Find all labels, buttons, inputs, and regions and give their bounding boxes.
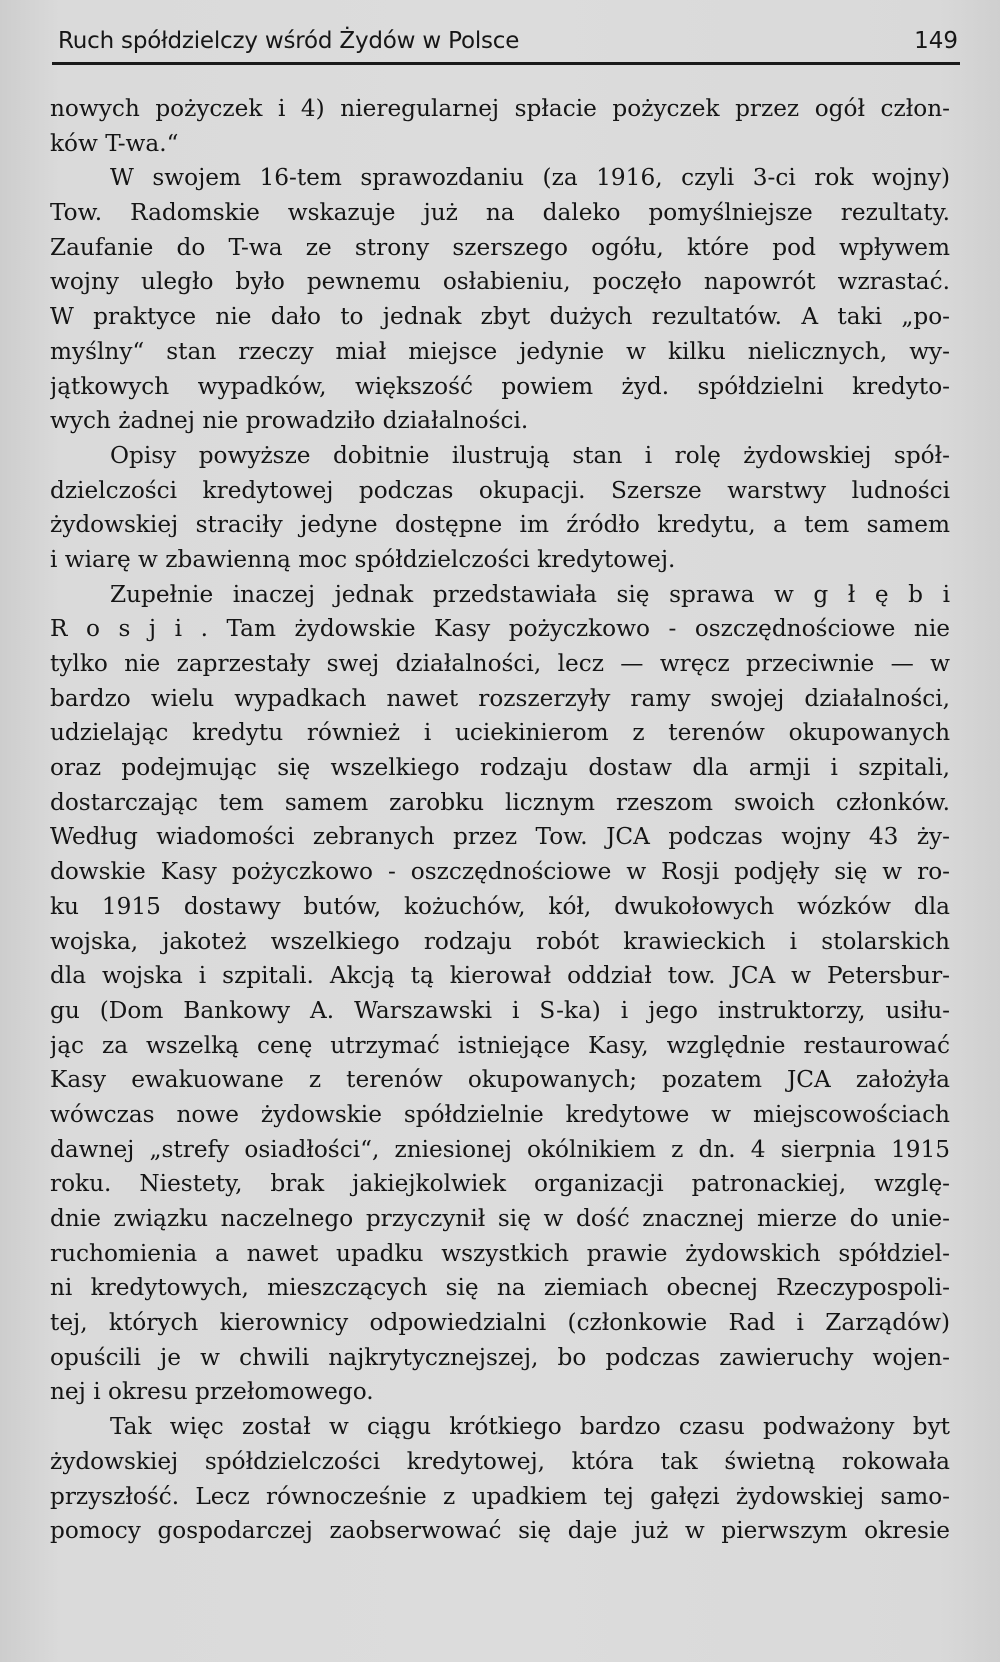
text-line: przyszłość. Lecz równocześnie z upadkiem tej gałęzi żydowskiej samo-	[50, 1482, 950, 1510]
text-line: dla wojska i szpitali. Akcją tą kierował oddział tow. JCA w Petersbur-	[50, 962, 950, 990]
page-header	[58, 26, 958, 62]
text-line: jąc za wszelką cenę utrzymać istniejące Kasy, względnie restaurować	[50, 1031, 950, 1059]
text-line: W praktyce nie dało to jednak zbyt dużych rezultatów. A taki „po-	[50, 303, 950, 331]
text-line: dostarczając tem samem zarobku licznym rzeszom swoich członków.	[50, 788, 950, 816]
text-line: opuścili je w chwili najkrytycznejszej, bo podczas zawieruchy wojen-	[50, 1343, 950, 1371]
text-line: jątkowych wypadków, większość powiem żyd. spółdzielni kredyto-	[50, 372, 950, 400]
text-line: nej i okresu przełomowego.	[50, 1378, 374, 1406]
text-line: dawnej „strefy osiadłości“, zniesionej okólnikiem z dn. 4 sierpnia 1915	[50, 1135, 950, 1163]
text-line: nowych pożyczek i 4) nieregularnej spłacie pożyczek przez ogół człon-	[50, 95, 950, 122]
text-line: oraz podejmując się wszelkiego rodzaju dostaw dla armji i szpitali,	[50, 754, 950, 782]
text-line: wojny uległo było pewnemu osłabieniu, poczęło napowrót wzrastać.	[50, 268, 950, 296]
text-line: żydowskiej straciły jedyne dostępne im źródło kredytu, a tem samem	[50, 511, 950, 539]
text-line: wych żadnej nie prowadziło działalności.	[50, 407, 529, 435]
text-line: Według wiadomości zebranych przez Tow. JCA podczas wojny 43 ży-	[50, 823, 950, 851]
text-line: bardzo wielu wypadkach nawet rozszerzyły ramy swojej działalności,	[50, 684, 950, 712]
text-line: ku 1915 dostawy butów, kożuchów, kół, dwukołowych wózków dla	[50, 892, 950, 920]
text-line: żydowskiej spółdzielczości kredytowej, która tak świetną rokowała	[50, 1447, 950, 1475]
text-line: i wiarę w zbawienną moc spółdzielczości kredytowej.	[50, 545, 676, 573]
paragraph-start-line: Zupełnie inaczej jednak przedstawiała się sprawa w g ł ę b i	[110, 580, 950, 608]
paragraph-start-line: W swojem 16-tem sprawozdaniu (za 1916, czyli 3-ci rok wojny)	[110, 164, 950, 192]
text-line: tej, których kierownicy odpowiedzialni (członkowie Rad i Zarządów)	[50, 1309, 950, 1337]
text-line: dzielczości kredytowej podczas okupacji. Szersze warstwy ludności	[50, 476, 950, 504]
text-line: R o s j i . Tam żydowskie Kasy pożyczkowo - oszczędnościowe nie	[50, 615, 950, 643]
text-line: gu (Dom Bankowy A. Warszawski i S-ka) i jego instruktorzy, usiłu-	[50, 996, 950, 1024]
text-line: tylko nie zaprzestały swej działalności, lecz — wręcz przeciwnie — w	[50, 650, 950, 677]
header-rule	[52, 62, 960, 65]
text-line: dowskie Kasy pożyczkowo - oszczędnościowe w Rosji podjęły się w ro-	[50, 858, 950, 886]
text-line: Kasy ewakuowane z terenów okupowanych; pozatem JCA założyła	[50, 1066, 950, 1094]
text-line: wówczas nowe żydowskie spółdzielnie kredytowe w miejscowościach	[50, 1100, 950, 1128]
text-line: dnie związku naczelnego przyczynił się w dość znacznej mierze do unie-	[50, 1205, 950, 1232]
page-number: 149	[914, 28, 958, 54]
text-line: ni kredytowych, mieszczących się na ziemiach obecnej Rzeczypospoli-	[50, 1274, 950, 1302]
paragraph-start-line: Tak więc został w ciągu krótkiego bardzo czasu podważony byt	[110, 1413, 950, 1441]
text-line: ruchomienia a nawet upadku wszystkich prawie żydowskich spółdziel-	[50, 1239, 950, 1267]
body-text	[50, 92, 950, 1549]
text-line: pomocy gospodarczej zaobserwować się daje już w pierwszym okresie	[50, 1517, 950, 1545]
paragraph-start-line: Opisy powyższe dobitnie ilustrują stan i rolę żydowskiej spół-	[110, 441, 950, 469]
text-line: udzielając kredytu również i uciekinierom z terenów okupowanych	[50, 719, 950, 747]
text-line: ków T-wa.“	[50, 129, 179, 157]
text-line: myślny“ stan rzeczy miał miejsce jedynie w kilku nielicznych, wy-	[50, 337, 950, 365]
text-line: wojska, jakoteż wszelkiego rodzaju robót krawieckich i stolarskich	[50, 927, 950, 955]
text-line: roku. Niestety, brak jakiejkolwiek organizacji patronackiej, wzglę-	[50, 1170, 950, 1198]
text-line: Zaufanie do T-wa ze strony szerszego ogółu, które pod wpływem	[50, 233, 950, 261]
text-line: Tow. Radomskie wskazuje już na daleko pomyślniejsze rezultaty.	[50, 199, 950, 227]
running-title: Ruch spółdzielczy wśród Żydów w Polsce	[58, 28, 520, 54]
